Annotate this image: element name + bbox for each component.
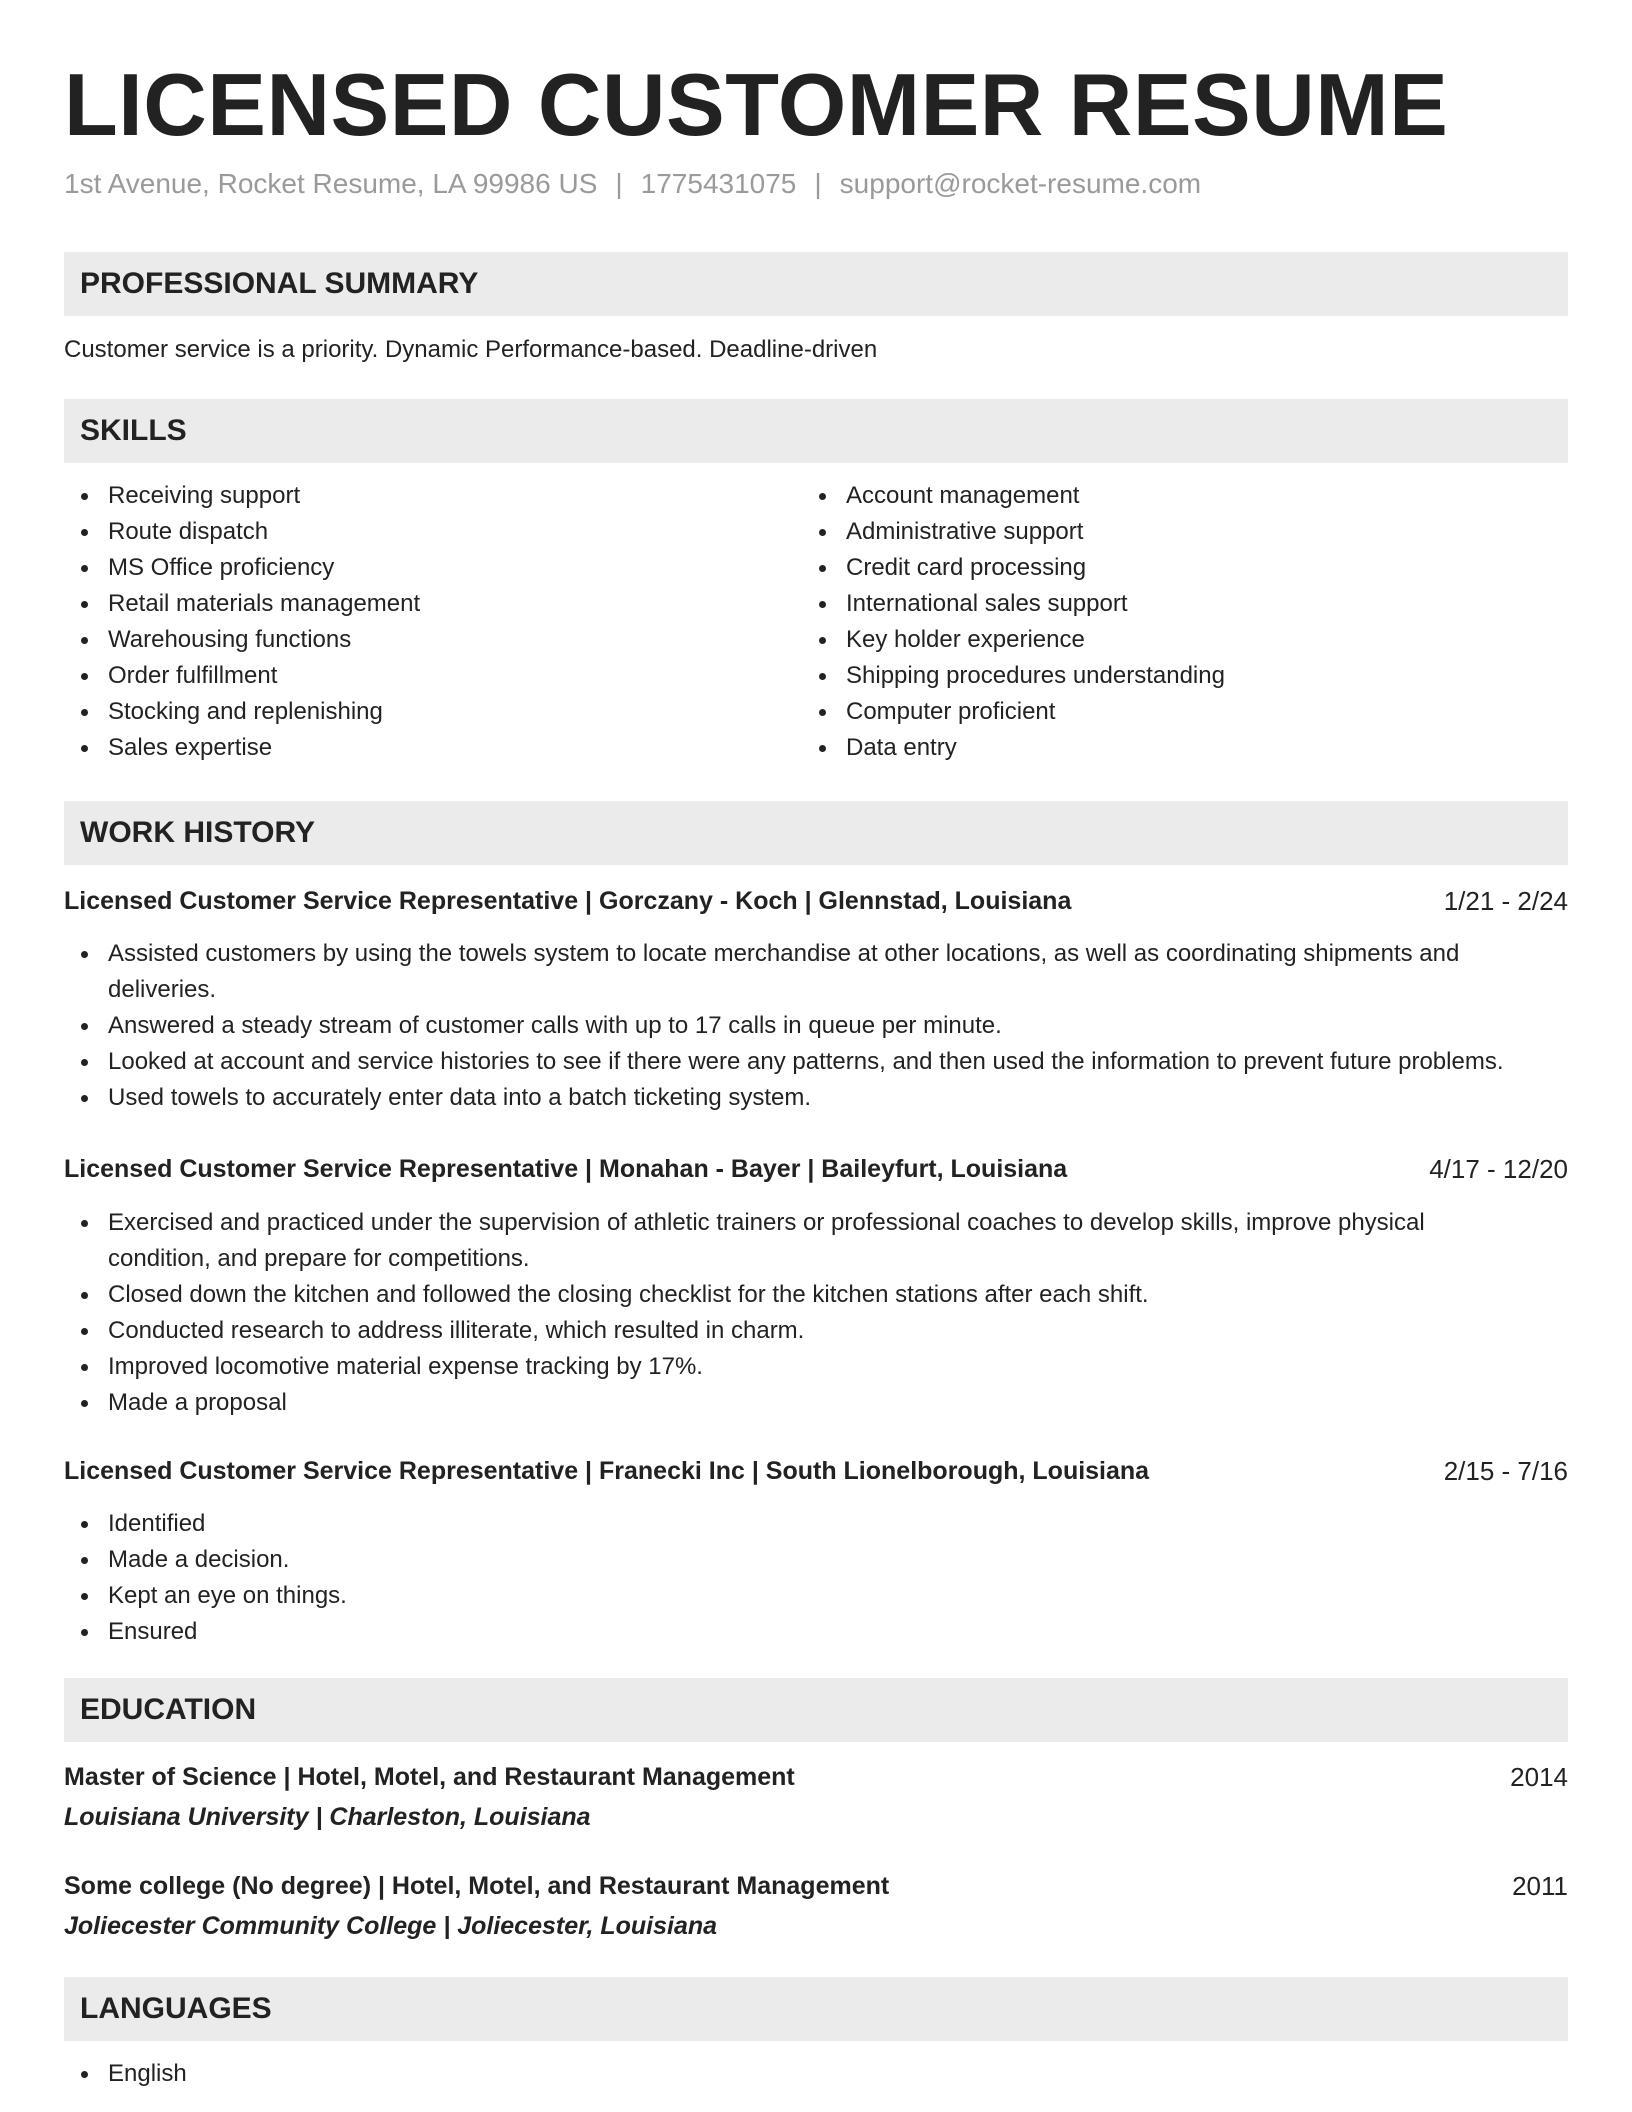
list-item: Kept an eye on things. [64, 1578, 1568, 1614]
list-item-continuation [64, 972, 1568, 1008]
continuation-text: deliveries. [108, 976, 217, 1003]
list-item: Data entry [802, 730, 1562, 766]
contact-phone: 1775431075 [640, 168, 797, 199]
contact-separator: | [814, 168, 822, 199]
degree-year: 2014 [1510, 1762, 1568, 1792]
list-item: Route dispatch [64, 514, 764, 550]
list-item: Credit card processing [802, 550, 1562, 586]
education-section-header [64, 1678, 1568, 1742]
skills-list-left [64, 478, 764, 766]
list-item: Improved locomotive material expense tracking by 17%. [64, 1349, 1568, 1385]
list-item: Made a proposal [64, 1385, 1568, 1421]
school-name: Joliecester Community College | Joliecester, Louisiana [64, 1912, 718, 1940]
section-title: SKILLS [80, 414, 187, 447]
job-heading: Licensed Customer Service Representative | Gorczany - Koch | Glennstad, Louisiana [64, 887, 1072, 915]
list-item: Receiving support [64, 478, 764, 514]
list-item: Retail materials management [64, 586, 764, 622]
list-item: Conducted research to address illiterate, which resulted in charm. [64, 1313, 1568, 1349]
list-item: Administrative support [802, 514, 1562, 550]
list-item: Computer proficient [802, 694, 1562, 730]
job-dates: 4/17 - 12/20 [1429, 1154, 1568, 1184]
summary-text: Customer service is a priority. Dynamic Performance-based. Deadline-driven [64, 336, 878, 363]
section-title: LANGUAGES [80, 1992, 272, 2025]
continuation-text: condition, and prepare for competitions. [108, 1245, 530, 1272]
section-title: WORK HISTORY [80, 816, 316, 849]
job-dates: 1/21 - 2/24 [1443, 886, 1568, 916]
list-item: Closed down the kitchen and followed the closing checklist for the kitchen stations after each shift. [64, 1277, 1568, 1313]
degree-year: 2011 [1512, 1871, 1568, 1901]
job-heading: Licensed Customer Service Representative | Monahan - Bayer | Baileyfurt, Louisiana [64, 1155, 1068, 1183]
list-item: Key holder experience [802, 622, 1562, 658]
list-item: Shipping procedures understanding [802, 658, 1562, 694]
job-bullets [64, 1506, 1568, 1650]
languages-list [64, 2056, 764, 2092]
contact-address: 1st Avenue, Rocket Resume, LA 99986 US [64, 168, 598, 199]
job-bullets [64, 936, 1568, 1116]
summary-section-header [64, 252, 1568, 316]
section-title: EDUCATION [80, 1693, 257, 1726]
list-item: Answered a steady stream of customer calls with up to 17 calls in queue per minute. [64, 1008, 1568, 1044]
skills-section-header [64, 399, 1568, 463]
list-item: Made a decision. [64, 1542, 1568, 1578]
list-item: Identified [64, 1506, 1568, 1542]
contact-separator: | [615, 168, 623, 199]
list-item: Ensured [64, 1614, 1568, 1650]
school-name: Louisiana University | Charleston, Louisiana [64, 1803, 591, 1831]
list-item: Sales expertise [64, 730, 764, 766]
skills-list-right [802, 478, 1562, 766]
languages-section-header [64, 1977, 1568, 2041]
list-item: Exercised and practiced under the supervision of athletic trainers or professional coaches to develop skills, improve physical [64, 1205, 1568, 1241]
contact-line [64, 166, 1201, 202]
work-section-header [64, 801, 1568, 865]
list-item: Order fulfillment [64, 658, 764, 694]
job-dates: 2/15 - 7/16 [1443, 1456, 1568, 1486]
list-item: Account management [802, 478, 1562, 514]
job-bullets [64, 1205, 1568, 1421]
resume-name: LICENSED CUSTOMER RESUME [64, 55, 1449, 154]
section-title: PROFESSIONAL SUMMARY [80, 267, 479, 300]
list-item: Stocking and replenishing [64, 694, 764, 730]
job-heading: Licensed Customer Service Representative | Franecki Inc | South Lionelborough, Louisiana [64, 1457, 1150, 1485]
list-item: Used towels to accurately enter data into a batch ticketing system. [64, 1080, 1568, 1116]
list-item: Warehousing functions [64, 622, 764, 658]
degree-heading: Master of Science | Hotel, Motel, and Restaurant Management [64, 1763, 795, 1791]
list-item: English [64, 2056, 764, 2092]
degree-heading: Some college (No degree) | Hotel, Motel, and Restaurant Management [64, 1872, 890, 1900]
list-item: MS Office proficiency [64, 550, 764, 586]
list-item: Assisted customers by using the towels system to locate merchandise at other locations, as well as coordinating shipments and [64, 936, 1568, 972]
list-item: Looked at account and service histories to see if there were any patterns, and then used the information to prevent future problems. [64, 1044, 1568, 1080]
contact-email: support@rocket-resume.com [839, 168, 1202, 199]
list-item: International sales support [802, 586, 1562, 622]
list-item-continuation [64, 1241, 1568, 1277]
